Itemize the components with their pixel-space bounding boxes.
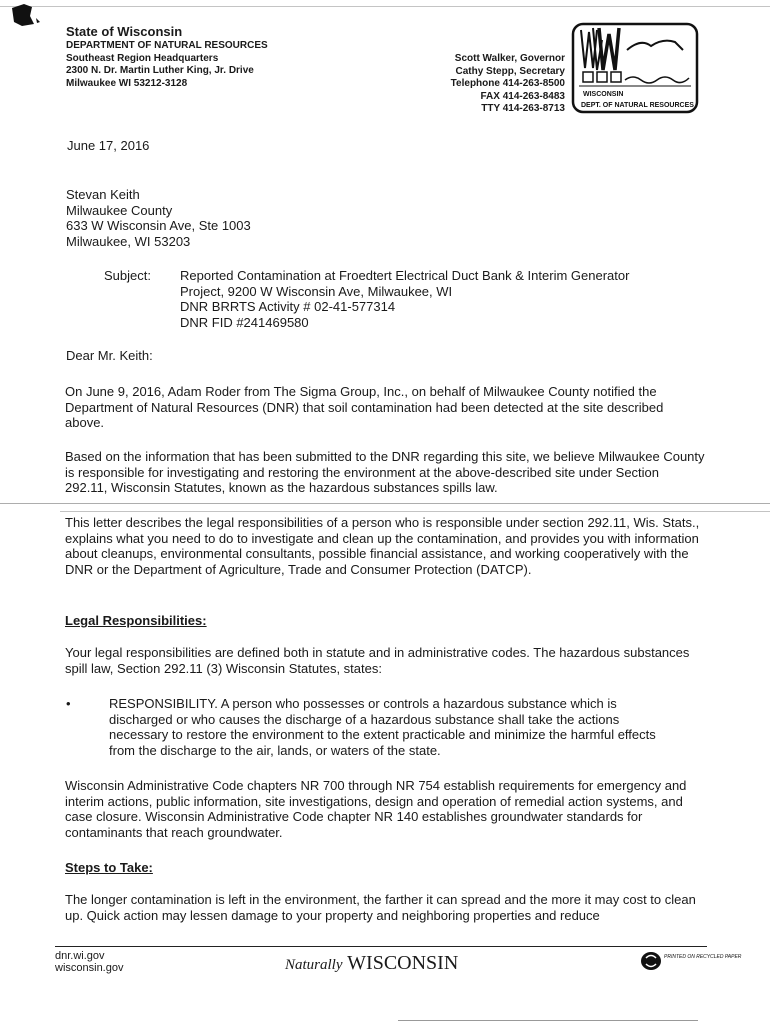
contact-block: [430, 53, 565, 116]
subject-line-4: DNR FID #241469580: [180, 314, 309, 330]
tty: TTY 414-263-8713: [481, 103, 565, 114]
sender-block: [66, 24, 268, 90]
heading-legal-responsibilities: Legal Responsibilities:: [65, 613, 207, 628]
footer-slogan: [285, 952, 458, 975]
recipient-address: [66, 187, 251, 249]
slogan-wisconsin: WISCONSIN: [347, 952, 459, 974]
subject-lines: [180, 268, 629, 330]
scan-fold-line-2: [60, 511, 770, 512]
subject-line-1: Reported Contamination at Froedtert Electrical Duct Bank & Interim Generator: [180, 268, 630, 283]
paragraph-legal-intro: Your legal responsibilities are defined both in statute and in administrative codes. The hazardous substances spill law, Section 292.11 (3) Wisconsin Statutes, states:: [65, 645, 690, 676]
subject-label: Subject:: [104, 268, 151, 283]
logo-line-1: WISCONSIN: [583, 91, 624, 98]
logo-line-2: DEPT. OF NATURAL RESOURCES: [581, 102, 694, 109]
letter-date: June 17, 2016: [67, 138, 150, 153]
fax: FAX 414-263-8483: [480, 90, 565, 102]
governor: Scott Walker, Governor: [454, 53, 565, 64]
footer-link-dnr[interactable]: dnr.wi.gov: [55, 950, 105, 962]
recycled-paper-icon: [640, 950, 742, 972]
telephone: Telephone 414-263-8500: [450, 78, 565, 89]
region-name: Southeast Region Headquarters: [66, 52, 219, 64]
statute-quote: RESPONSIBILITY. A person who possesses or controls a hazardous substance which is discharged or who causes the discharge of a hazardous substance shall take the actions necessary to restore the environment to the extent practicable and minimize the harmful effects from the discharge to the air, lands, or waters of the state.: [109, 696, 656, 758]
recipient-street: 633 W Wisconsin Ave, Ste 1003: [66, 218, 251, 233]
paragraph-steps: The longer contamination is left in the environment, the farther it can spread and the more it may cost to clean up. Quick action may lessen damage to your property and neighboring properties and reduce: [65, 892, 696, 923]
salutation: Dear Mr. Keith:: [66, 348, 153, 363]
footer-divider: [55, 946, 707, 947]
subject-line-2: Project, 9200 W Wisconsin Ave, Milwaukee, WI: [180, 283, 453, 299]
footer-websites: [55, 950, 123, 974]
state-name: State of Wisconsin: [66, 24, 183, 39]
scan-corner-mark-icon: [10, 2, 42, 28]
paragraph-letter-purpose: This letter describes the legal responsibilities of a person who is responsible under section 292.11, Wis. Stats., explains what you need to do to investigate and clean up the contamination, and provides you with information about cleanups, environmental consultants, possible financial assistance, and working cooperatively with the DNR or the Department of Agriculture, Trade and Consumer Protection (DATCP).: [65, 515, 700, 577]
department-name: DEPARTMENT OF NATURAL RESOURCES: [66, 40, 268, 51]
sender-street: 2300 N. Dr. Martin Luther King, Jr. Drive: [66, 65, 254, 76]
heading-steps-to-take: Steps to Take:: [65, 860, 153, 875]
subject-line-3: DNR BRRTS Activity # 02-41-577314: [180, 299, 396, 314]
secretary: Cathy Stepp, Secretary: [455, 65, 565, 77]
recipient-org: Milwaukee County: [66, 202, 173, 218]
scan-bottom-edge: [398, 1020, 698, 1021]
recipient-city: Milwaukee, WI 53203: [66, 233, 191, 249]
scan-fold-line: [0, 503, 770, 504]
paragraph-notification: On June 9, 2016, Adam Roder from The Sigma Group, Inc., on behalf of Milwaukee County notified the Department of Natural Resources (DNR) that soil contamination had been detected at the site described above.: [65, 384, 664, 430]
recipient-name: Stevan Keith: [66, 187, 140, 202]
bullet-marker: •: [66, 696, 71, 711]
footer-link-wisconsin[interactable]: wisconsin.gov: [55, 962, 124, 974]
paragraph-responsibility: Based on the information that has been submitted to the DNR regarding this site, we believe Milwaukee County is responsible for investigating and restoring the environment at the above-described site under Section 292.11, Wisconsin Statutes, known as the hazardous substances spills law.: [65, 449, 705, 495]
scan-top-edge: [0, 6, 770, 7]
sender-city: Milwaukee WI 53212-3128: [66, 77, 188, 89]
dnr-logo-icon: [571, 20, 699, 116]
recycled-text: PRINTED ON RECYCLED PAPER: [664, 954, 742, 960]
slogan-naturally: Naturally: [285, 957, 343, 973]
paragraph-admin-code: Wisconsin Administrative Code chapters NR 700 through NR 754 establish requirements for emergency and interim actions, public information, site investigations, design and operation of remedial action systems, and case closure. Wisconsin Administrative Code chapter NR 140 establishes groundwater standards for contaminants that reach groundwater.: [65, 778, 687, 840]
